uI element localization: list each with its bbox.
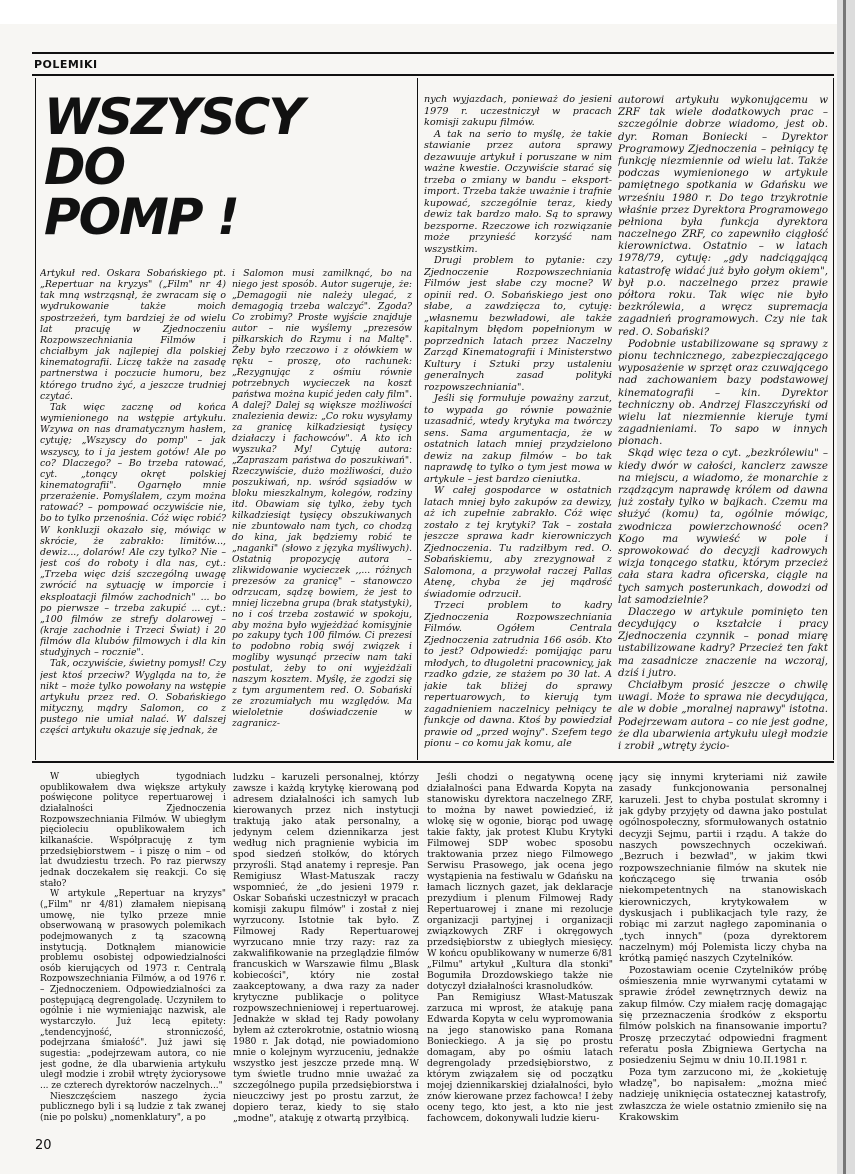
paragraph: Artykuł red. Oskara Sobańskiego pt. „Repertuar na kryzys" („Film" nr 4) tak mną wstrząsnął, że zwracam się o wydrukowanie także moich spostrzeżeń, tym bardziej że od wielu lat pracuję w Zjednoczeniu Rozpowszechniania Filmów i chciałbym jak najlepiej dla polskiej kinematografii. Liczę także na zasadę partnerstwa i poczucie humoru, bez którego trudno żyć, a jeszcze trudniej czytać. (40, 268, 226, 402)
paragraph: Dlaczego w artykule pominięto ten decydujący o kształcie i pracy Zjednoczenia czynnik – ponad miarę ustabilizowane kadry? Przecież ten fakt ma zasadnicze znaczenie na wczoraj, dziś i jutro. (618, 605, 828, 679)
paragraph: Chciałbym prosić jeszcze o chwilę uwagi. Może to sprawa nie decydująca, ale w dobie „moralnej naprawy" istotna. Podejrzewam autora – co nie jest godne, że dla ubarwienia artykułu uległ modzie i zrobił „wtręty życio- (618, 679, 828, 752)
paragraph: Pan Remigiusz Włast-Matuszak zarzuca mi wprost, że atakuję pana Edwarda Kopyta w celu wypromowania na jego stanowisko pana Romana Bonieckiego. A ja się po prostu domagam, aby po ośmiu latach degrengolady przedsiębiorstwo, z którym związałem się od początku mojej dziennikarskiej działalności, było znów kierowane przez fachowca! I żeby oceny tego, kto jest, a kto nie jest fachowcem, dokonywali ludzie kieru- (427, 991, 613, 1124)
paragraph: Drugi problem to pytanie: czy Zjednoczenie Rozpowszechniania Filmów jest słabe czy mocne? W opinii red. O. Sobańskiego jest ono słabe, a zawdzięcza to, cytuję: „własnemu bezwładowi, ale także kapitalnym błędom popełnionym w poprzednich latach przez Naczelny Zarząd Kinematografii i Ministerstwo Kultury i Sztuki przy ustaleniu generalnych zasad polityki rozpowszechniania". (424, 255, 612, 393)
bottom-column-3 (427, 772, 613, 1130)
paragraph: A tak na serio to myślę, że takie stawianie przez autora sprawy dezawuuje artykuł i poruszane w nim ważne kwestie. Oczywiście starać się trzeba o zmiany w bandu – eksport-import. Trzeba także uważnie i trafnie kupować, szczególnie teraz, kiedy dewiz tak bardzo mało. Są to sprawy bezsporne. Rzeczowe ich rozwiązanie może przynieść korzyść nam wszystkim. (424, 128, 612, 255)
paragraph: Nieszczęściem naszego życia publicznego byli i są ludzie z tak zwanej (nie po polsku) „nomenklatury", a po (40, 1091, 226, 1123)
bottom-column-4 (619, 772, 827, 1130)
article-title (44, 88, 344, 246)
header-rule-top (32, 52, 834, 54)
paragraph: nych wyjazdach, ponieważ do jesieni 1979 r. uczestniczył w pracach komisji zakupu filmów. (424, 94, 612, 128)
bottom-column-2 (233, 772, 419, 1130)
paragraph: ludzku – karuzeli personalnej, którzy zawsze i każdą krytykę kierowaną pod adresem działalności ich samych lub kierowanych przez nich instytucji traktują jako atak personalny, a jedynym celem dziennikarza jest według nich pragnienie wybicia im spod siedzeń stołków, do których przyrośli. Stąd anatemy i represje. Pan Remigiusz Włast-Matuszak raczy wspomnieć, że „do jesieni 1979 r. Oskar Sobański uczestniczył w pracach komisji zakupu filmów" i został z niej wyrzucony. Istotnie tak było. Z Filmowej Rady Repertuarowej wyrzucano mnie trzy razy: raz za zakwalifikowanie na przeglądzie filmów francuskich w Warszawie filmu „Blask kobiecości", który nie został zaakceptowany, a dwa razy za nader krytyczne publikacje o polityce rozpowszechnieniowej i repertuarowej. Jednakże w skład tej Rady powołany byłem aż czterokrotnie, ostatnio wiosną 1980 r. Jak dotąd, nie powiadomiono mnie o kolejnym wyrzuceniu, jednakże wszystko jest jeszcze przede mną. W tym świetle trudno mnie uważać za szczególnego pupila przedsiębiorstwa i nieuczciwy jest po prostu zarzut, że dopiero teraz, kiedy to się stało „modne", atakuję z otwartą przyłbicą. (233, 772, 419, 1124)
paragraph: Podobnie ustabilizowane są sprawy z pionu technicznego, zabezpieczającego wyposażenie w sprzęt oraz czuwającego nad zachowaniem bazy podstawowej kinematografii – kin. Dyrektor techniczny ob. Andrzej Flaszczyński od wielu lat niezmiennie kieruje tymi zagadnieniami. To sapo w innych pionach. (618, 337, 828, 448)
paragraph: jący się innymi kryteriami niż zawiłe zasady funkcjonowania personalnej karuzeli. Jest to chyba postulat skromny i jak gdyby przyjęty od dawna jako postulat ogólnospołeczny, sformułowanych ostatnio decyzji Sejmu, partii i rządu. A także do naszych powszechnych oczekiwań. „Bezruch i bezwład", w jakim tkwi rozpowszechnianie filmów na skutek nie kończącego się trwania osób niekompetentnych na stanowiskach kierowniczych, krytykowałem w dyskusjach i publikacjach tyle razy, że robiąc mi zarzut nagłego zapominania o „tych innych" (poza dyrektorem naczelnym) mój Polemista liczy chyba na krótką pamięć naszych Czytelników. (619, 772, 827, 965)
paragraph: W ubiegłych tygodniach opublikowałem dwa większe artykuły poświęcone polityce repertuarowej i działalności Zjednoczenia Rozpowszechniania Filmów. W ubiegłym pięcioleciu opublikowałem ich kilkanaście. Współpracuję z tym przedsiębiorstwem – i piszę o nim – od lat dwudziestu trzech. Po raz pierwszy jednak doczekałem się reakcji. Co się stało? (40, 772, 226, 889)
paragraph: i Salomon musi zamilknąć, bo na niego jest sposób. Autor sugeruje, że: „Demagogii nie należy ulegać, z demagogią trzeba walczyć". Zgoda? Co zrobimy? Proste wyjście znajduje autor – nie wyślemy „prezesów piłkarskich do Rzymu i na Maltę". Żeby było rzeczowo i z ołówkiem w ręku – proszę, oto rachunek: „Rezygnując z ośmiu równie potrzebnych wycieczek na koszt państwa można kupić jeden cały film". A dalej? Dalej są większe możliwości znalezienia dewiz: „Co roku wysyłamy za granicę kilkadziesiąt tysięcy działaczy i fachowców". A kto ich wyszuka? My! Cytuję autora: „Zapraszam państwa do poszukiwań". Rzeczywiście, dużo możliwości, dużo poszukiwań, np. wśród sąsiadów w bloku mieszkalnym, kolegów, rodziny itd. Obawiam się tylko, żeby tych kilkadziesiąt tysięcy obszukiwanych nie zbuntowało nam tych, co chodzą do kina, jak będziemy robić te „naganki" (słowo z języka myśliwych). Ostatnią propozycję autora – zlikwidowanie wycieczek ,,... różnych prezesów za granicę" – stanowczo odrzucam, sądzę bowiem, że jest to mniej liczebna grupa (brak statystyki), no i coś trzeba zostawić w spokoju, aby można było wyjeżdżać komisyjnie po zakupy tych 100 filmów. Ci prezesi to podobno robią swój związek i mogliby wysunąć przeciw nam taki postulat, żeby to oni wyjeżdżali naszym kosztem. Myślę, że zgodzi się z tym argumentem red. O. Sobański ze zrozumiałych mu względów. Ma wieloletnie doświadczenie w zagranicz- (232, 268, 412, 730)
top-column-4 (618, 94, 828, 754)
frame-center-rule (417, 78, 418, 760)
paragraph: autorowi artykułu wykonującemu w ZRF tak wiele dodatkowych prac – szczególnie dobrze wiadomo, jest ob. dyr. Roman Boniecki – Dyrektor Programowy Zjednoczenia – pełniący tę funkcję niezmiennie od wielu lat. Także podczas wymienionego w artykule pamiętnego spotkania w Gdańsku we wrześniu 1980 r. Do tego trzykrotnie właśnie przez Dyrektora Programowego pełniona była funkcja dyrektora naczelnego ZRF, co zapewniło ciągłość kierownictwa. Ostatnio – w latach 1978/79, cytuję: „gdy nadciągającą katastrofę widać już było gołym okiem", był p.o. naczelnego przez prawie półtora roku. Tak więc nie było bezkrólewia, a wręcz supremacja zagadnień programowych. Czy nie tak red. O. Sobański? (618, 94, 828, 338)
paragraph: W całej gospodarce w ostatnich latach mniej było zakupów za dewizy, aż ich zupełnie zabrakło. Cóż więc zostało z tej krytyki? Tak – została jeszcze sprawa kadr kierowniczych Zjednoczenia. Tu radziłbym red. O. Sobańskiemu, aby zrezygnował z Salomona, a przywołał raczej Pallas Atenę, chyba że jej mądrość świadomie odrzucił. (424, 485, 612, 600)
paragraph: Trzeci problem to kadry Zjednoczenia Rozpowszechniania Filmów. Ogółem Centrala Zjednoczenia zatrudnia 166 osób. Kto to jest? Odpowiedź: pomijając paru młodych, to długoletni pracownicy, jak rzadko gdzie, ze stażem po 30 lat. A jakie tak bliżej do sprawy repertuarowych, to kierują tym zagadnieniem naczelnicy pełniący te funkcje od dawna. Ktoś by powiedział prawie od „przed wojny". Szefem tego pionu – co komu jak komu, ale (424, 600, 612, 749)
top-column-3 (424, 94, 612, 754)
title-line: WSZYSCY (44, 88, 303, 146)
scan-right-edge (837, 0, 855, 1174)
paragraph: Poza tym zarzucono mi, że „kokietuję władzę", bo napisałem: „można mieć nadzieję uniknięcia ostatecznej katastrofy, zwłaszcza że wiele ostatnio zmieniło się na Krakowskim (619, 1066, 827, 1123)
paragraph: Tak więc zacznę od końca wymienionego na wstępie artykułu. Wzywa on nas dramatycznym hasłem, cytuję; „Wszyscy do pomp" – jak wszyscy, to i ja jestem gotów! Ale po co? Dlaczego? – Bo trzeba ratować, cyt. „tonący okręt polskiej kinematografii". Ogarnęło mnie przerażenie. Pomyślałem, czym można ratować? – pompować oczywiście nie, bo to tylko przenośnia. Cóż więc robić? W konkluzji okazało się, mówiąc w skrócie, że zabrakło: limitów..., dewiz..., dolarów! Ale czy tylko? Nie – jest coś do roboty i dla nas, cyt.: „Trzeba więc dziś szczególną uwagę zwrócić na sytuację w imporcie i eksploatacji filmów zachodnich" ... bo po pierwsze – trzeba zakupić ... cyt.: „100 filmów ze strefy dolarowej – (kraje zachodnie i Trzeci Świat) i 20 filmów dla klubów filmowych i dla kin studyjnych – rocznie". (40, 401, 226, 659)
scan-top-margin (0, 0, 855, 24)
top-column-1 (40, 268, 226, 754)
title-line: POMP ! (44, 188, 238, 246)
title-line: DO (44, 138, 125, 196)
section-label: POLEMIKI (34, 58, 98, 71)
page-number: 20 (35, 1138, 52, 1153)
paragraph: W artykule „Repertuar na kryzys" („Film" nr 4/81) złamałem niepisaną umowę, nie tylko przeze mnie obserwowaną w prasowych polemikach podejmowanych z tą szacowną instytucją. Dotknąłem mianowicie problemu osobistej odpowiedzialności osób kierujących od 1973 r. Centralą Rozpowszechniania Filmów, a od 1976 r. – Zjednoczeniem. Odpowiedzialności za postępującą degrengoladę. Uczyniłem to ogólnie i nie wymieniając nazwisk, ale wystarczyło. Już lecą epitety: „tendencyjność, stronniczość, podejrzana śmiałość". Już jawi się sugestia: „podejrzewam autora, co nie jest godne, że dla ubarwienia artykułu uległ modzie i zrobił wtręty życiorysowe ... ze czterech dyrektorów naczelnych..." (40, 889, 226, 1092)
article-divider-rule (32, 761, 834, 763)
paragraph: Jeśli chodzi o negatywną ocenę działalności pana Edwarda Kopyta na stanowisku dyrektora naczelnego ZRF, to można by nawet powiedzieć, iż wlokę się w ogonie, biorąc pod uwagę takie fakty, jak protest Klubu Krytyki Filmowej SDP wobec sposobu traktowania przez niego Filmowego Serwisu Prasowego, jak ocena jego wystąpienia na festiwalu w Gdańsku na łamach licznych gazet, jak deklaracje prezydium i plenum Filmowej Rady Repertuarowej i znane mi rezolucje organizacji partyjnej i organizacji związkowych ZRF i okręgowych przedsiębiorstw z ubiegłych miesięcy. W końcu opublikowany w numerze 6/81 „Filmu" artykuł „Kultura dla stonki" Bogumiła Drozdowskiego także nie dotyczył działalności krasnoludków. (427, 772, 613, 992)
header-rule-bottom (32, 74, 834, 76)
bottom-column-1 (40, 772, 226, 1130)
paragraph: Tak, oczywiście, świetny pomysł! Czy jest ktoś przeciw? Wygląda na to, że nikt – może tylko powołany na wstępie artykułu przez red. O. Sobańskiego mityczny, mądry Salomon, co z pustego nie umiał nalać. W dalszej części artykułu okazuje się jednak, że (40, 658, 226, 737)
frame-left-rule (35, 78, 36, 760)
frame-right-rule (833, 78, 834, 760)
top-column-2 (232, 268, 412, 754)
paragraph: Skąd więc teza o cyt. „bezkrólewiu" – kiedy dwór w całości, kanclerz zawsze na miejscu, a wiadomo, że monarchie z rządzącym naprawdę królem od dawna już zostały tylko w bajkach. Czemu ma służyć (komu) ta, ogólnie mówiąc, zwodnicza powierzchowność ocen? Kogo ma wywieść w pole i sprowokować do decyzji kadrowych wizja tonącego statku, którym przecież cała stara kadra oficerska, ciągle na tych samych posterunkach, dowodzi od lat samodzielnie? (618, 447, 828, 606)
paragraph: Jeśli się formułuje poważny zarzut, to wypada go równie poważnie uzasadnić, wtedy krytyka ma twórczy sens. Sama argumentacja, że w ostatnich latach mniej przydzielono dewiz na zakup filmów – bo tak naprawdę to tylko o tym jest mowa w artykule – jest bardzo cieniutka. (424, 393, 612, 485)
paragraph: Pozostawiam ocenie Czytelników próbę ośmieszenia mnie wyrwanymi cytatami w sprawie źródeł zewnętrznych dewiz na zakup filmów. Czy miałem rację domagając się przeznaczenia środków z eksportu filmów polskich na finansowanie importu? Proszę przeczytać odpowiedni fragment referatu posła Zbigniewa Gertycha na posiedzeniu Sejmu w dniu 10.II.1981 r. (619, 964, 827, 1067)
